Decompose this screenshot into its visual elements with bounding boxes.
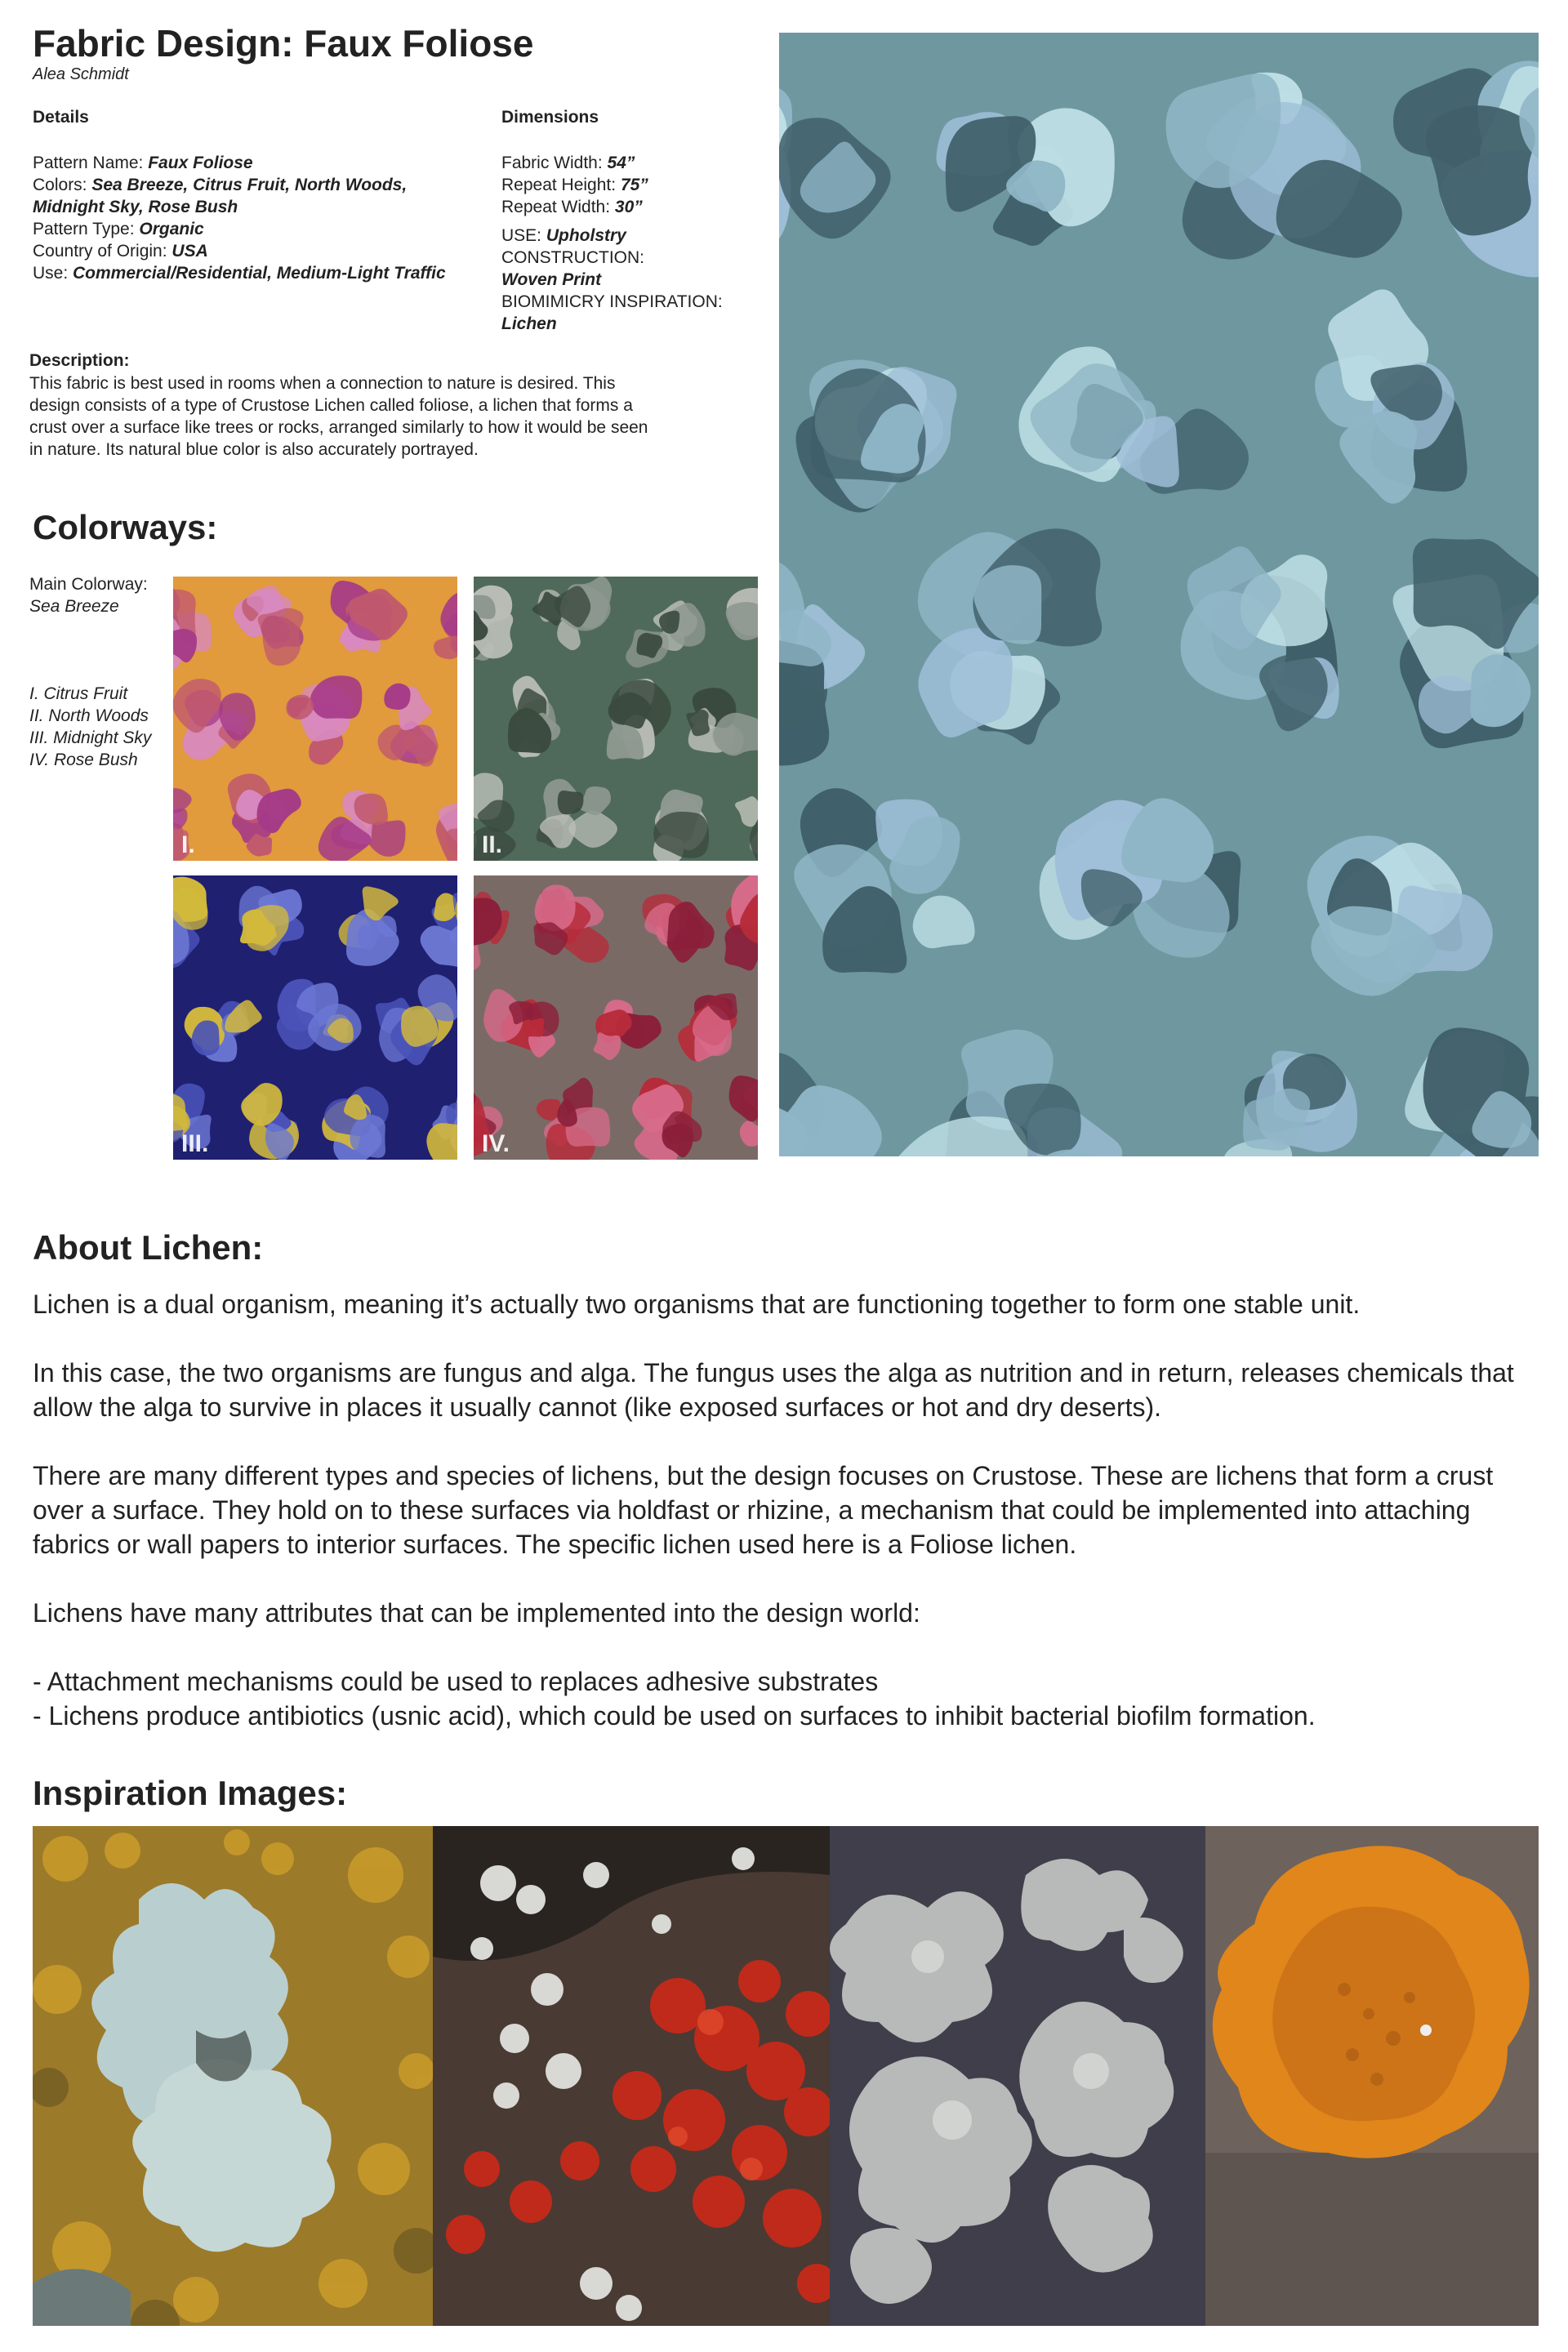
swatch-citrus-fruit xyxy=(173,577,457,861)
dimensions-block xyxy=(501,152,771,335)
about-bullet: - Attachment mechanisms could be used to replaces adhesive substrates xyxy=(33,1667,879,1696)
inspiration-image-1 xyxy=(33,1826,433,2326)
biomimicry-value: Lichen xyxy=(501,314,557,333)
repeat-height-value: 75” xyxy=(620,176,648,194)
colorway-list-item: IV. Rose Bush xyxy=(29,751,138,769)
colorway-list-item: I. Citrus Fruit xyxy=(29,684,128,703)
repeat-height-row xyxy=(501,174,771,196)
country-value: USA xyxy=(172,242,208,261)
description-line: design consists of a type of Crustose Lichen called foliose, a lichen that forms a xyxy=(29,396,633,415)
swatch-numeral: II. xyxy=(482,831,503,858)
use-type-value: Upholstry xyxy=(546,226,626,245)
swatch-numeral: IV. xyxy=(482,1130,510,1157)
description-line: in nature. Its natural blue color is also accurately portrayed. xyxy=(29,440,479,459)
about-paragraph: Lichen is a dual organism, meaning it’s actually two organisms that are functioning together to form one stable unit. xyxy=(33,1290,1361,1319)
use-value: Commercial/Residential, Medium-Light Traffic xyxy=(73,264,446,283)
swatch-numeral: I. xyxy=(181,831,195,858)
use-label: Use: xyxy=(33,264,74,283)
description-line: crust over a surface like trees or rocks, arranged similarly to how it would be seen xyxy=(29,418,648,437)
about-paragraph: Lichens have many attributes that can be implemented into the design world: xyxy=(33,1598,920,1628)
about-body xyxy=(33,1287,1535,1733)
about-bullet: - Lichens produce antibiotics (usnic acid), which could be used on surfaces to inhibit bacterial biofilm formation. xyxy=(33,1701,1316,1731)
colorway-list-item: III. Midnight Sky xyxy=(29,728,152,747)
description-line: This fabric is best used in rooms when a connection to nature is desired. This xyxy=(29,374,616,393)
about-paragraph: In this case, the two organisms are fungus and alga. The fungus uses the alga as nutrition and in return, releases chemicals that allow the alga to survive in places it usually cannot (like exposed surfaces or hot and dry deserts). xyxy=(33,1358,1514,1422)
colors-row-2 xyxy=(33,196,490,218)
use-type-row xyxy=(501,225,771,247)
inspiration-image-3 xyxy=(830,1826,1205,2326)
swatch-midnight-sky xyxy=(173,875,457,1160)
red-lichen-photo xyxy=(433,1826,830,2326)
pattern-name-value: Faux Foliose xyxy=(148,154,253,172)
use-type-label: USE: xyxy=(501,226,546,245)
main-fabric-pattern xyxy=(779,33,1539,1156)
swatch-pattern xyxy=(474,875,758,1160)
colorway-list xyxy=(29,683,151,771)
description-text xyxy=(29,372,707,461)
colorways-title: Colorways: xyxy=(33,508,218,546)
main-colorway-name: Sea Breeze xyxy=(29,597,119,616)
colors-row xyxy=(33,174,490,196)
pattern-type-row xyxy=(33,218,490,240)
dimensions-heading: Dimensions xyxy=(501,108,599,127)
pattern-type-label: Pattern Type: xyxy=(33,220,140,238)
author-name: Alea Schmidt xyxy=(33,65,129,83)
pattern-type-value: Organic xyxy=(139,220,204,238)
white-lichen-photo xyxy=(830,1826,1205,2326)
swatch-pattern xyxy=(173,875,457,1160)
sea-breeze-pattern xyxy=(779,33,1539,1156)
details-block xyxy=(33,152,490,284)
colorway-list-item: II. North Woods xyxy=(29,706,149,725)
fabric-width-row xyxy=(501,152,771,174)
description-heading: Description: xyxy=(29,351,130,370)
repeat-height-label: Repeat Height: xyxy=(501,176,621,194)
repeat-width-value: 30” xyxy=(614,198,643,216)
country-row xyxy=(33,240,490,262)
colors-label: Colors: xyxy=(33,176,92,194)
swatch-pattern xyxy=(474,577,758,861)
pattern-name-label: Pattern Name: xyxy=(33,154,149,172)
construction-value: Woven Print xyxy=(501,270,602,289)
fabric-width-value: 54” xyxy=(607,154,635,172)
swatch-rose-bush xyxy=(474,875,758,1160)
inspiration-title: Inspiration Images: xyxy=(33,1774,348,1812)
biomimicry-label: BIOMIMICRY INSPIRATION: xyxy=(501,292,723,311)
fabric-width-label: Fabric Width: xyxy=(501,154,608,172)
main-colorway xyxy=(29,573,148,617)
colors-value-1: Sea Breeze, Citrus Fruit, North Woods, xyxy=(91,176,408,194)
swatch-numeral: III. xyxy=(181,1130,209,1157)
pattern-name-row xyxy=(33,152,490,174)
main-colorway-label: Main Colorway: xyxy=(29,575,148,594)
country-label: Country of Origin: xyxy=(33,242,172,261)
inspiration-image-4 xyxy=(1205,1826,1539,2326)
swatch-north-woods xyxy=(474,577,758,861)
orange-lichen-photo xyxy=(1205,1826,1539,2326)
swatch-pattern xyxy=(173,577,457,861)
construction-label: CONSTRUCTION: xyxy=(501,248,644,267)
about-title: About Lichen: xyxy=(33,1228,264,1267)
inspiration-image-2 xyxy=(433,1826,830,2326)
about-paragraph: There are many different types and species of lichens, but the design focuses on Crustose. These are lichens that form a crust over a surface. They hold on to these surfaces via holdfast or rhizine, a mechanism that could be implemented into attaching fabrics or wall papers to interior surfaces. The specific lichen used here is a Foliose lichen. xyxy=(33,1461,1494,1559)
repeat-width-label: Repeat Width: xyxy=(501,198,615,216)
page-title: Fabric Design: Faux Foliose xyxy=(33,22,534,65)
use-row xyxy=(33,262,490,284)
repeat-width-row xyxy=(501,196,771,218)
colors-value-2: Midnight Sky, Rose Bush xyxy=(33,198,238,216)
details-heading: Details xyxy=(33,108,89,127)
blue-lichen-photo xyxy=(33,1826,433,2326)
